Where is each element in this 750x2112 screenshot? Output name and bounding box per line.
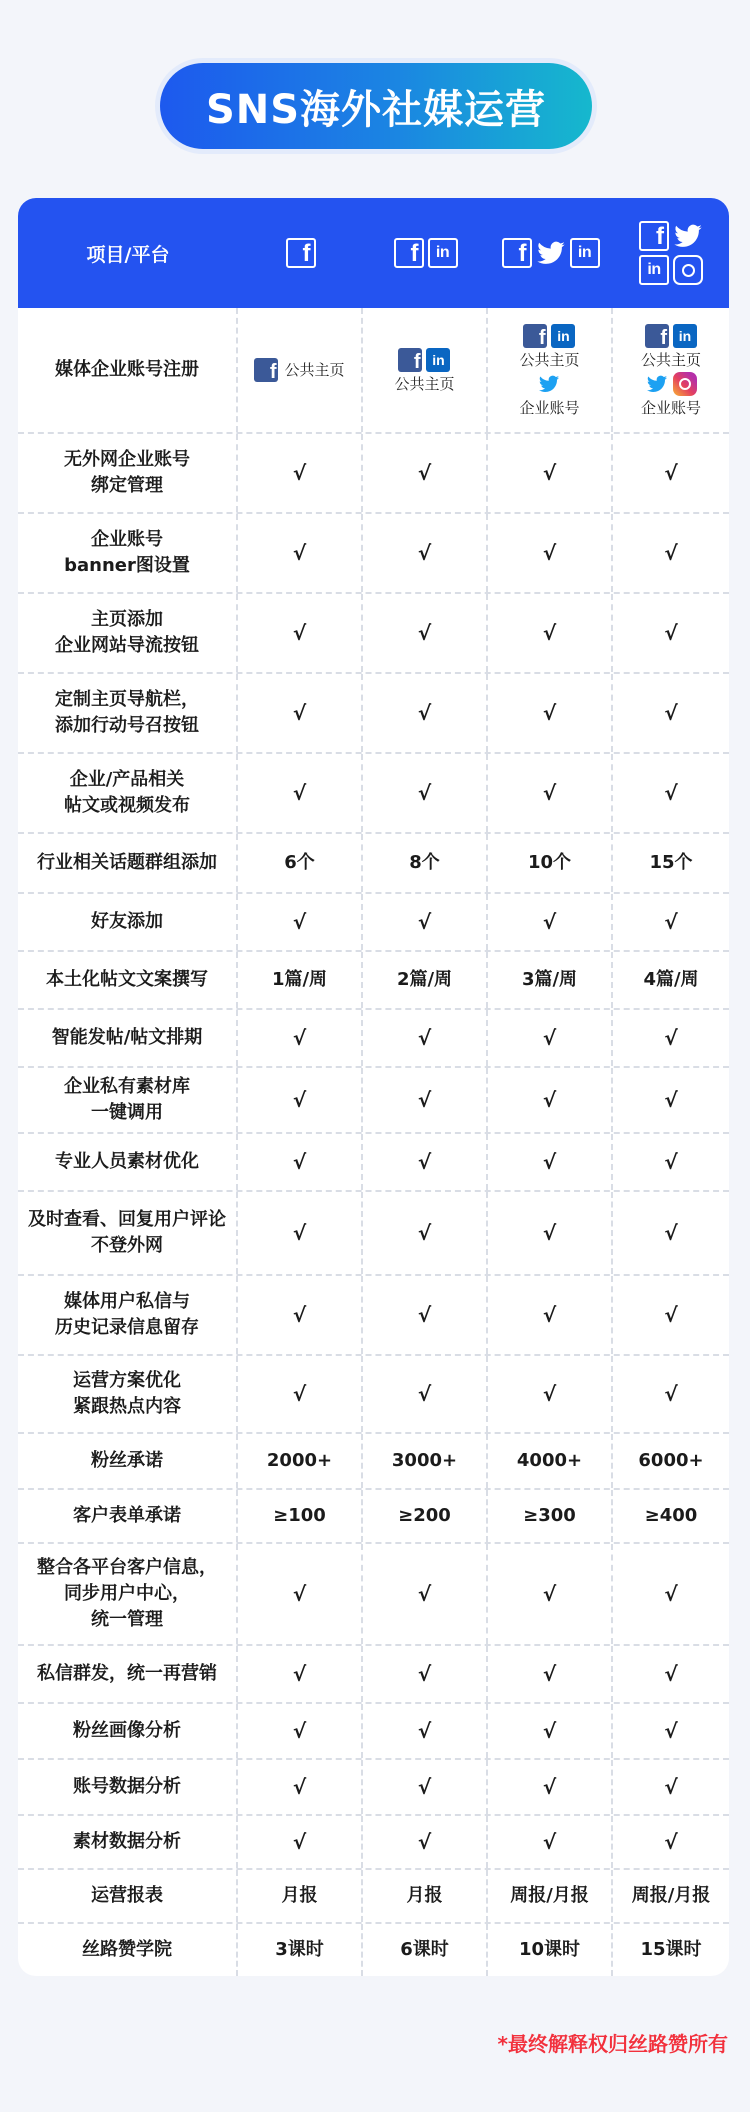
check-mark: √ [664,461,678,485]
table-row [18,754,729,834]
row-label: 企业私有素材库 一键调用 [18,1068,238,1132]
check-mark: √ [238,1276,363,1354]
check-mark: √ [238,1192,363,1274]
row-label: 好友添加 [18,894,238,950]
check-mark: √ [238,1704,363,1758]
row-label: 本土化帖文文案撰写 [18,952,238,1008]
twitter-icon [537,372,561,396]
check-mark: √ [363,894,488,950]
check-mark: √ [238,1646,363,1702]
page-title: SNS海外社媒运营 [160,63,592,149]
check-mark: √ [238,1134,363,1190]
value-cell: 8个 [363,834,488,892]
facebook-icon: f [645,324,669,348]
facebook-icon: f [502,238,532,268]
instagram-icon [673,372,697,396]
public-page-label: 公共主页 [394,374,455,393]
check-mark: √ [664,1026,678,1050]
check-mark: √ [488,1646,613,1702]
check-mark: √ [363,1068,488,1132]
check-mark: √ [238,1068,363,1132]
check-mark: √ [488,894,613,950]
table-row [18,1068,729,1134]
linkedin-icon: in [570,238,600,268]
value-cell: 4000+ [488,1434,613,1488]
enterprise-account-label: 企业账号 [519,398,580,417]
row-label: 媒体企业账号注册 [18,308,238,432]
value-cell: 6个 [238,834,363,892]
facebook-icon: f [394,238,424,268]
check-mark: √ [363,1704,488,1758]
row-label: 客户表单承诺 [18,1490,238,1542]
register-cell-plan-3 [488,308,613,432]
table-row [18,434,729,514]
row-label: 运营报表 [18,1870,238,1922]
title-pill [155,58,597,154]
check-mark: √ [238,514,363,592]
row-label: 定制主页导航栏， 添加行动号召按钮 [18,674,238,752]
check-mark: √ [664,1662,678,1686]
value-cell: 3000+ [363,1434,488,1488]
row-label: 粉丝承诺 [18,1434,238,1488]
value-cell: 6课时 [363,1924,488,1976]
table-row [18,1134,729,1192]
header-cell-plan-2 [363,198,488,308]
check-mark: √ [664,1303,678,1327]
table-row [18,1356,729,1434]
linkedin-icon: in [428,238,458,268]
public-page-label: 公共主页 [640,350,701,369]
row-label: 整合各平台客户信息， 同步用户中心， 统一管理 [18,1544,238,1644]
check-mark: √ [363,514,488,592]
check-mark: √ [664,1221,678,1245]
check-mark: √ [488,514,613,592]
table-row [18,1646,729,1704]
table-row [18,894,729,952]
value-cell: 10课时 [488,1924,613,1976]
table-header [18,198,729,308]
value-cell: 2000+ [238,1434,363,1488]
table-row [18,674,729,754]
check-mark: √ [238,1760,363,1814]
check-mark: √ [488,1760,613,1814]
table-row [18,952,729,1010]
check-mark: √ [664,1150,678,1174]
row-label: 私信群发，统一再营销 [18,1646,238,1702]
check-mark: √ [664,1719,678,1743]
check-mark: √ [488,1192,613,1274]
table-row [18,1760,729,1816]
table-row [18,1816,729,1870]
check-mark: √ [238,1816,363,1868]
row-label: 账号数据分析 [18,1760,238,1814]
value-cell: 月报 [238,1870,363,1922]
row-label: 运营方案优化 紧跟热点内容 [18,1356,238,1432]
linkedin-icon: in [426,348,450,372]
check-mark: √ [363,1134,488,1190]
check-mark: √ [363,754,488,832]
row-label: 专业人员素材优化 [18,1134,238,1190]
check-mark: √ [488,1544,613,1644]
check-mark: √ [238,434,363,512]
row-label: 企业账号 banner图设置 [18,514,238,592]
value-cell: 15个 [649,852,693,873]
check-mark: √ [664,1775,678,1799]
table-row [18,1192,729,1276]
check-mark: √ [488,1816,613,1868]
row-label: 及时查看、回复用户评论 不登外网 [18,1192,238,1274]
check-mark: √ [664,701,678,725]
check-mark: √ [363,1646,488,1702]
table-row [18,1704,729,1760]
table-row-register [18,308,729,434]
value-cell: 4篇/周 [643,969,699,990]
row-label: 企业/产品相关 帖文或视频发布 [18,754,238,832]
register-cell-plan-2 [363,308,488,432]
linkedin-icon: in [551,324,575,348]
value-cell: 1篇/周 [238,952,363,1008]
check-mark: √ [664,781,678,805]
row-label: 主页添加 企业网站导流按钮 [18,594,238,672]
row-label: 丝路赞学院 [18,1924,238,1976]
facebook-icon: f [398,348,422,372]
check-mark: √ [363,434,488,512]
value-cell: 月报 [363,1870,488,1922]
check-mark: √ [488,1010,613,1066]
check-mark: √ [363,1276,488,1354]
check-mark: √ [238,894,363,950]
facebook-icon: f [523,324,547,348]
value-cell: ≥300 [488,1490,613,1542]
check-mark: √ [488,754,613,832]
value-cell: 15课时 [640,1939,702,1960]
value-cell: 10个 [488,834,613,892]
check-mark: √ [363,1192,488,1274]
register-cell-plan-4 [613,308,729,432]
check-mark: √ [664,1088,678,1112]
table-row [18,1544,729,1646]
check-mark: √ [488,594,613,672]
check-mark: √ [488,1276,613,1354]
table-body [18,308,729,1976]
table-row [18,834,729,894]
value-cell: 周报/月报 [631,1885,711,1906]
check-mark: √ [488,674,613,752]
check-mark: √ [664,541,678,565]
facebook-icon: f [639,221,669,251]
facebook-icon: f [286,238,316,268]
table-row [18,1924,729,1976]
value-cell: 6000+ [638,1450,704,1471]
table-row [18,514,729,594]
check-mark: √ [363,1816,488,1868]
check-mark: √ [238,594,363,672]
check-mark: √ [238,1356,363,1432]
check-mark: √ [488,1134,613,1190]
check-mark: √ [363,674,488,752]
header-cell-plan-1 [238,198,363,308]
twitter-icon [536,238,566,268]
row-label: 行业相关话题群组添加 [18,834,238,892]
check-mark: √ [363,1544,488,1644]
disclaimer-note: *最终解释权归丝路赞所有 [497,2032,728,2056]
table-row [18,1010,729,1068]
row-label: 媒体用户私信与 历史记录信息留存 [18,1276,238,1354]
row-label: 无外网企业账号 绑定管理 [18,434,238,512]
value-cell: 周报/月报 [488,1870,613,1922]
check-mark: √ [664,621,678,645]
table-row [18,1870,729,1924]
value-cell: 2篇/周 [363,952,488,1008]
check-mark: √ [238,1010,363,1066]
check-mark: √ [488,1068,613,1132]
value-cell: ≥400 [644,1505,698,1526]
check-mark: √ [664,1382,678,1406]
check-mark: √ [238,674,363,752]
check-mark: √ [488,434,613,512]
row-label: 素材数据分析 [18,1816,238,1868]
instagram-icon [673,255,703,285]
check-mark: √ [363,594,488,672]
check-mark: √ [664,1582,678,1606]
value-cell: ≥200 [363,1490,488,1542]
comparison-table [18,198,729,1976]
table-row [18,1434,729,1490]
value-cell: ≥100 [238,1490,363,1542]
register-cell-plan-1 [238,308,363,432]
public-page-label: 公共主页 [519,350,580,369]
check-mark: √ [488,1704,613,1758]
row-label: 智能发帖/帖文排期 [18,1010,238,1066]
value-cell: 3课时 [238,1924,363,1976]
facebook-icon: f [254,358,278,382]
check-mark: √ [664,910,678,934]
header-project-label: 项目/平台 [86,243,170,266]
check-mark: √ [488,1356,613,1432]
check-mark: √ [238,1544,363,1644]
check-mark: √ [363,1760,488,1814]
row-label: 粉丝画像分析 [18,1704,238,1758]
check-mark: √ [363,1356,488,1432]
value-cell: 3篇/周 [488,952,613,1008]
linkedin-icon: in [673,324,697,348]
check-mark: √ [238,754,363,832]
table-row [18,1276,729,1356]
header-cell-project [18,198,238,308]
header-cell-plan-4 [613,198,729,308]
public-page-label: 公共主页 [284,361,345,379]
check-mark: √ [664,1830,678,1854]
enterprise-account-label: 企业账号 [640,398,701,417]
table-row [18,594,729,674]
header-cell-plan-3 [488,198,613,308]
linkedin-icon: in [639,255,669,285]
twitter-icon [673,221,703,251]
table-row [18,1490,729,1544]
twitter-icon [645,372,669,396]
check-mark: √ [363,1010,488,1066]
